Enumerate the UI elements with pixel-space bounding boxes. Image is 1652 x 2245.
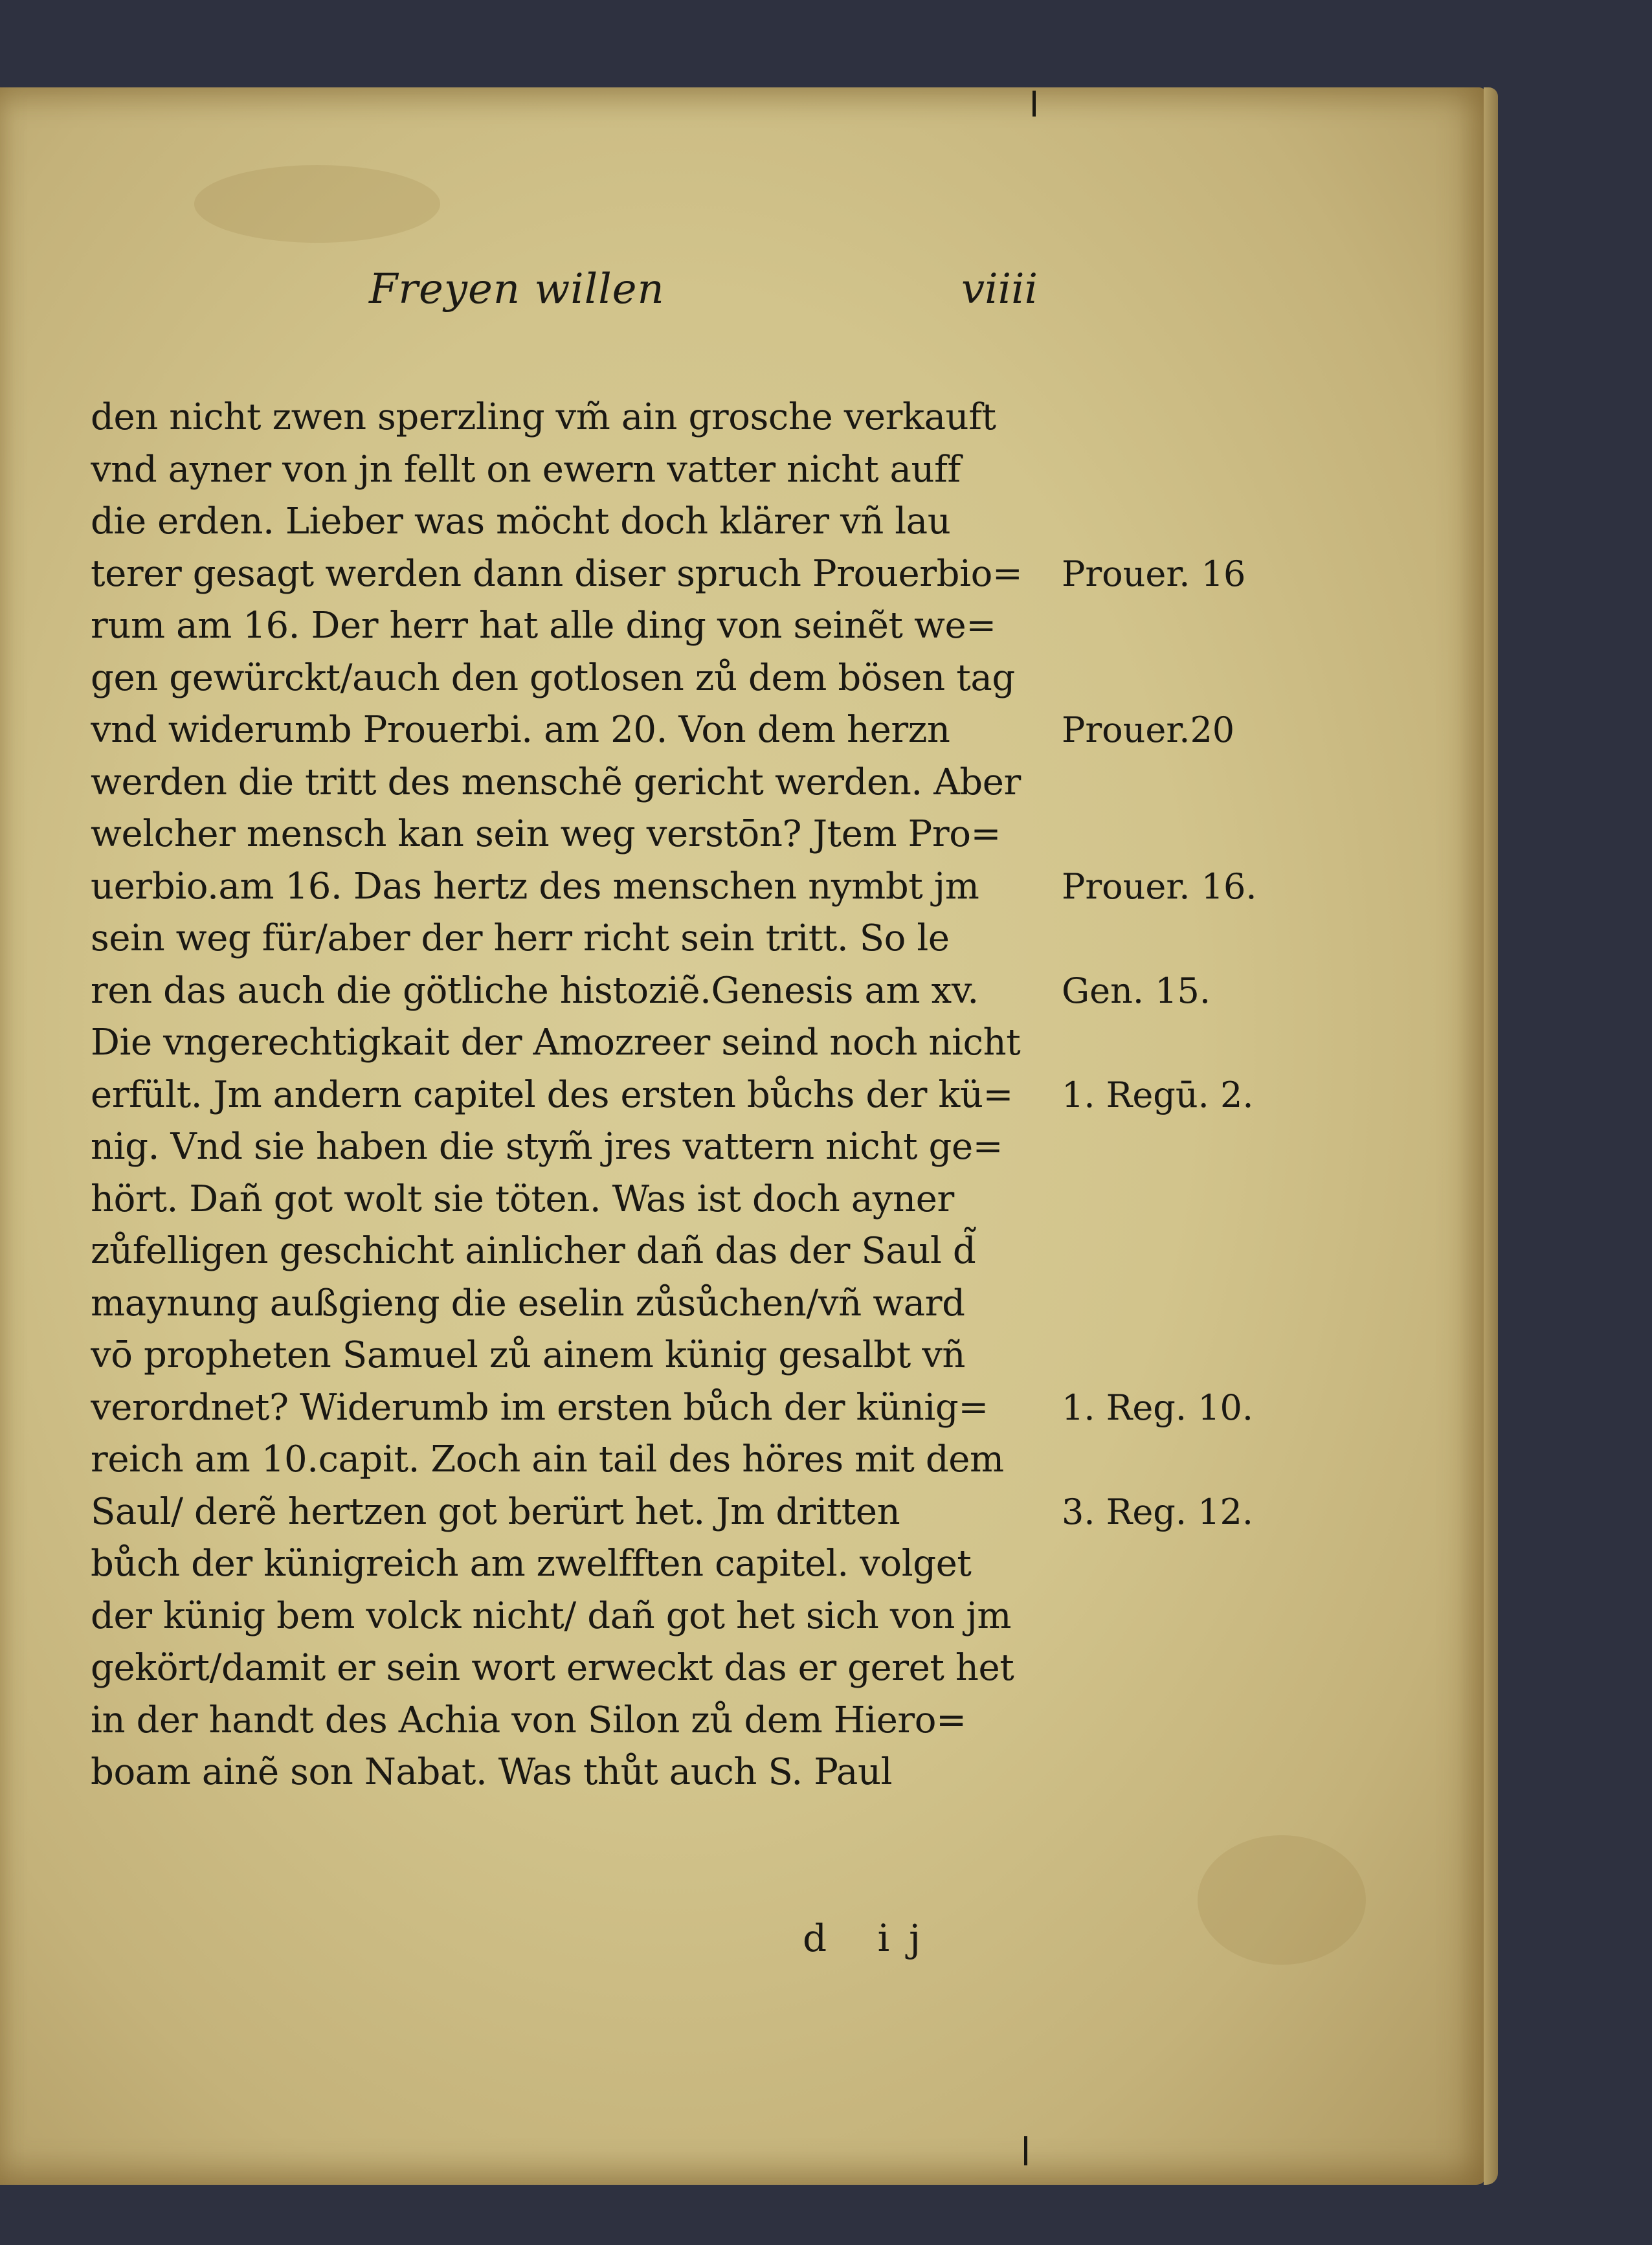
margin-note: 1. Regū. 2.: [1062, 1074, 1254, 1115]
text-line: nig. Vnd sie haben die stym̃ jres vattern nicht ge=: [91, 1126, 1003, 1168]
text-line: gen gewürckt/auch den gotlosen zů dem bösen tag: [91, 656, 1015, 699]
text-line: die erden. Lieber was möcht doch klärer vñ lau: [91, 500, 951, 542]
text-line: werden die tritt des menschẽ gericht werden. Aber: [91, 761, 1021, 803]
text-line: Die vngerechtigkait der Amozreer seind noch nicht: [91, 1022, 1021, 1064]
text-line: sein weg für/aber der herr richt sein tritt. So le: [91, 917, 950, 959]
main-text: [91, 392, 1062, 1799]
text-line: vnd ayner von jn fellt on ewern vatter nicht auff: [91, 448, 961, 491]
text-line: Saul/ derẽ hertzen got berürt het. Jm dritten: [91, 1490, 900, 1533]
margin-note: Prouer. 16: [1062, 553, 1246, 594]
text-line: vō propheten Samuel zů ainem künig gesalbt vñ: [91, 1334, 966, 1376]
text-line: gekört/damit er sein wort erweckt das er geret het: [91, 1647, 1014, 1689]
text-line: in der handt des Achia von Silon zů dem Hiero=: [91, 1699, 966, 1741]
stain: [194, 165, 440, 243]
text-line: bůch der künigreich am zwelfften capitel. volget: [91, 1543, 972, 1585]
text-line: zůfelligen geschicht ainlicher dañ das der Saul d̃: [91, 1230, 976, 1272]
text-line: terer gesagt werden dann diser spruch Prouerbio=: [91, 552, 1023, 595]
text-line: welcher mensch kan sein weg verstōn? Jtem Pro=: [91, 813, 1001, 855]
text-line: der künig bem volck nicht/ dañ got het sich von jm: [91, 1594, 1012, 1637]
text-line: boam ainẽ son Nabat. Was thůt auch S. Paul: [91, 1751, 893, 1793]
margin-note: Gen. 15.: [1062, 970, 1211, 1011]
text-line: rum am 16. Der herr hat alle ding von seinẽt we=: [91, 605, 996, 647]
margin-note: Prouer.20: [1062, 709, 1235, 750]
text-line: vnd widerumb Prouerbi. am 20. Von dem herzn: [91, 709, 950, 751]
signature-mark: d ij: [803, 1916, 941, 1960]
text-line: den nicht zwen sperzling vm̃ ain grosche verkauft: [91, 396, 996, 438]
stray-mark: [1024, 2136, 1027, 2165]
text-line: ren das auch die götliche histoziẽ.Genesis am xv.: [91, 969, 979, 1012]
folio-number: viiii: [961, 265, 1038, 313]
text-line: maynung außgieng die eselin zůsůchen/vñ ward: [91, 1282, 965, 1324]
text-line: reich am 10.capit. Zoch ain tail des höres mit dem: [91, 1438, 1004, 1480]
page-header: [91, 240, 1100, 337]
text-line: hört. Dañ got wolt sie töten. Was ist doch ayner: [91, 1178, 954, 1220]
book-page: [0, 87, 1488, 2185]
margin-note: Prouer. 16.: [1062, 866, 1257, 907]
text-line: erfült. Jm andern capitel des ersten bůchs der kü=: [91, 1073, 1014, 1116]
stray-mark: [1032, 91, 1036, 117]
text-line: uerbio.am 16. Das hertz des menschen nymbt jm: [91, 865, 979, 908]
margin-note: 3. Reg. 12.: [1062, 1491, 1254, 1532]
text-line: verordnet? Widerumb im ersten bůch der künig=: [91, 1386, 988, 1429]
margin-note: 1. Reg. 10.: [1062, 1387, 1254, 1428]
running-head: Freyen willen: [369, 265, 665, 313]
page-edge: [1484, 87, 1498, 2185]
stain: [1198, 1835, 1366, 1965]
